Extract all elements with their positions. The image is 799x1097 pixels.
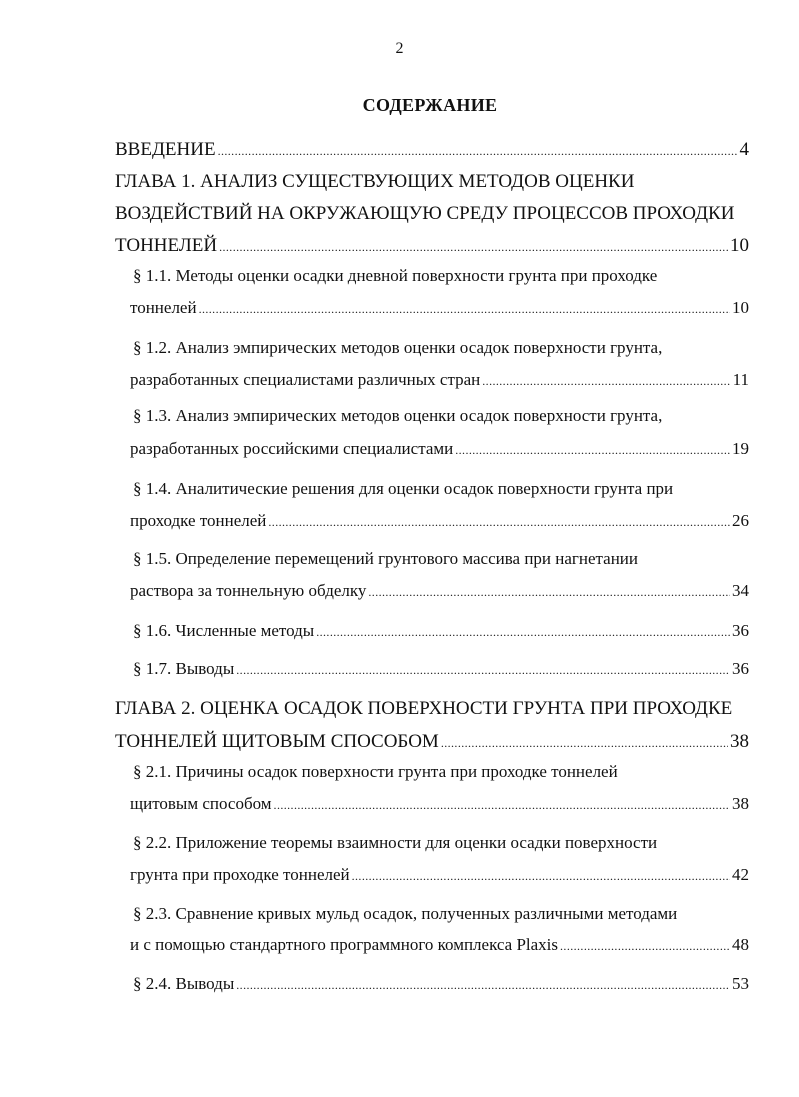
toc-section-1-6[interactable] [133, 621, 749, 641]
toc-entry-title: разработанных российскими специалистами [130, 439, 454, 458]
toc-entry-title: щитовым способом [130, 794, 272, 813]
toc-entry-title: грунта при проходке тоннелей [130, 865, 350, 884]
leader-dots [441, 736, 728, 751]
leader-dots [352, 869, 730, 884]
page-number: 2 [395, 40, 404, 57]
toc-entry-page: 11 [732, 370, 749, 389]
leader-dots [482, 374, 730, 389]
toc-chapter-2-line-2[interactable] [115, 731, 749, 753]
toc-entry-title: § 1.7. Выводы [133, 659, 235, 678]
toc-entry-intro[interactable] [115, 139, 749, 161]
toc-section-1-3-line-1[interactable]: § 1.3. Анализ эмпирических методов оценки осадок поверхности грунта, [133, 406, 663, 425]
toc-title: СОДЕРЖАНИЕ [362, 95, 498, 115]
toc-entry-title: и с помощью стандартного программного комплекса Plaxis [130, 935, 559, 954]
leader-dots [218, 144, 738, 159]
toc-section-1-1-line-1[interactable]: § 1.1. Методы оценки осадки дневной поверхности грунта при проходке [133, 266, 658, 285]
toc-section-1-2-line-1[interactable]: § 1.2. Анализ эмпирических методов оценки осадок поверхности грунта, [133, 338, 663, 357]
toc-entry-title: ВВЕДЕНИЕ [115, 139, 216, 160]
toc-entry-page: 48 [732, 935, 749, 954]
toc-section-1-1-line-2[interactable] [130, 298, 749, 318]
toc-section-2-1-line-1[interactable]: § 2.1. Причины осадок поверхности грунта при проходке тоннелей [133, 762, 618, 781]
toc-entry-title: тоннелей [130, 298, 197, 317]
toc-section-2-2-line-2[interactable] [130, 865, 749, 885]
toc-section-1-5-line-1[interactable]: § 1.5. Определение перемещений грунтового массива при нагнетании [133, 549, 638, 568]
leader-dots [455, 443, 730, 458]
toc-section-1-4-line-2[interactable] [130, 511, 749, 531]
toc-section-1-7[interactable] [133, 659, 749, 679]
leader-dots [199, 302, 730, 317]
leader-dots [219, 240, 728, 255]
toc-entry-page: 10 [730, 235, 749, 256]
toc-entry-page: 38 [732, 794, 749, 813]
toc-entry-title: ТОННЕЛЕЙ [115, 235, 218, 256]
leader-dots [316, 625, 730, 640]
toc-entry-page: 19 [732, 439, 749, 458]
toc-entry-page: 4 [739, 139, 749, 160]
toc-entry-title: § 1.6. Численные методы [133, 621, 315, 640]
toc-section-2-1-line-2[interactable] [130, 794, 749, 814]
toc-section-2-3-line-2[interactable] [130, 935, 749, 955]
toc-entry-page: 10 [732, 298, 749, 317]
toc-section-2-3-line-1[interactable]: § 2.3. Сравнение кривых мульд осадок, полученных различными методами [133, 904, 678, 923]
toc-section-1-2-line-2[interactable] [130, 370, 749, 390]
toc-section-2-4[interactable] [133, 974, 749, 994]
toc-chapter-1-line-2[interactable]: ВОЗДЕЙСТВИЙ НА ОКРУЖАЮЩУЮ СРЕДУ ПРОЦЕССОВ ПРОХОДКИ [115, 203, 735, 224]
leader-dots [368, 585, 730, 600]
toc-entry-page: 53 [732, 974, 749, 993]
toc-chapter-1-line-1[interactable]: ГЛАВА 1. АНАЛИЗ СУЩЕСТВУЮЩИХ МЕТОДОВ ОЦЕНКИ [115, 171, 635, 192]
toc-section-1-4-line-1[interactable]: § 1.4. Аналитические решения для оценки осадок поверхности грунта при [133, 479, 674, 498]
toc-entry-title: разработанных специалистами различных стран [130, 370, 481, 389]
leader-dots [268, 515, 730, 530]
toc-chapter-1-line-3[interactable] [115, 235, 749, 257]
toc-entry-title: § 2.4. Выводы [133, 974, 235, 993]
toc-entry-page: 42 [732, 865, 749, 884]
toc-chapter-2-line-1[interactable]: ГЛАВА 2. ОЦЕНКА ОСАДОК ПОВЕРХНОСТИ ГРУНТА ПРИ ПРОХОДКЕ [115, 698, 733, 719]
leader-dots [236, 978, 730, 993]
toc-entry-title: ТОННЕЛЕЙ ЩИТОВЫМ СПОСОБОМ [115, 731, 439, 752]
toc-entry-page: 38 [730, 731, 749, 752]
toc-section-1-5-line-2[interactable] [130, 581, 749, 601]
toc-entry-page: 36 [732, 621, 749, 640]
toc-section-1-3-line-2[interactable] [130, 439, 749, 459]
toc-entry-title: раствора за тоннельную обделку [130, 581, 367, 600]
toc-entry-title: проходке тоннелей [130, 511, 267, 530]
toc-entry-page: 36 [732, 659, 749, 678]
toc-entry-page: 26 [732, 511, 749, 530]
toc-section-2-2-line-1[interactable]: § 2.2. Приложение теоремы взаимности для оценки осадки поверхности [133, 833, 658, 852]
toc-entry-page: 34 [732, 581, 749, 600]
leader-dots [560, 939, 730, 954]
leader-dots [236, 663, 730, 678]
leader-dots [274, 798, 730, 813]
